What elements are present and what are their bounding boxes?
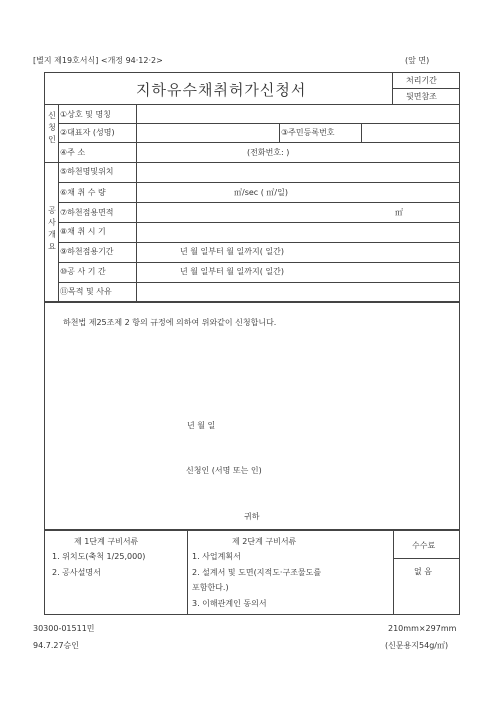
signature-line: 신청인 (서명 또는 인) [186,466,262,475]
processing-value: 뒷면참조 [406,92,437,101]
form-code: 30300-01511민 [33,624,95,633]
form-title: 지하유수채취허가신청서 [136,81,307,99]
row-line [58,262,460,263]
fee-label: 수수료 [412,541,436,550]
purpose-label: ⑪목적 및 사유 [60,287,112,296]
row-line [58,242,460,243]
rep-label: ②대표자 (성명) [60,128,115,137]
construct-value: 년 월 일부터 월 일까지( 일간) [180,267,284,276]
area-label: ⑦하천점용면적 [60,208,114,217]
reg-divider-right [361,123,362,142]
docs2-item: 1. 사업계획서 [192,552,241,561]
row-line [58,142,460,143]
intake-label: ⑥채 취 수 량 [60,188,106,197]
period-label: ⑧채 취 시 기 [60,227,106,236]
docs2-item: 3. 이해관계인 동의서 [192,599,267,608]
statement-box [44,302,460,530]
name-label: ①상호 및 명칭 [60,110,111,119]
area-unit: ㎡ [395,208,403,217]
docs2-item: 포함한다.) [192,583,229,592]
docs1-item: 1. 위치도(축척 1/25,000) [52,552,146,561]
date-line: 년 월 일 [187,421,216,430]
paper-spec: (신문용지54g/㎡) [385,641,449,650]
reg-divider-left [279,123,280,142]
statement-text: 하천법 제25조제 2 항의 규정에 의하여 위와같이 신청합니다. [63,318,277,327]
title-bottom-line [44,104,460,105]
fee-row-line [393,558,460,559]
addr-label: ④주 소 [60,148,86,157]
processing-label: 처리기간 [406,76,437,85]
row-line [58,282,460,283]
construct-label: ⑩공 사 기 간 [60,267,106,276]
phone-label: (전화번호: ) [247,148,290,157]
fee-value: 없 음 [414,567,432,576]
row-line [58,202,460,203]
fee-divider [393,530,394,615]
row-line [58,123,460,124]
occupy-label: ⑨하천점용기간 [60,247,114,256]
recipient: 귀하 [244,512,260,521]
location-label: ⑤하천명및위치 [60,167,114,176]
page-side: (앞 면) [405,56,430,65]
docs1-title: 제 1단계 구비서류 [74,537,139,546]
docs2-item: 2. 설계서 및 도면(지적도·구조물도를 [192,568,322,577]
label-column-divider [136,104,137,302]
docs2-title: 제 2단계 구비서류 [232,537,297,546]
docs-divider [187,530,188,615]
approval-date: 94.7.27승인 [33,641,79,650]
applicant-group-label: 신청인 [48,111,56,144]
reg-label: ③주민등록번호 [281,128,335,137]
intake-value: ㎥/sec ( ㎥/일) [234,188,288,197]
docs1-item: 2. 공사설명서 [52,568,101,577]
group-column-divider [58,104,59,302]
paper-size: 210mm×297mm [388,624,457,633]
form-id: [별지 제19호서식] <개정 94·12·2> [33,56,163,65]
row-line [58,222,460,223]
work-group-label: 공사개요 [48,206,56,251]
group-divider [44,162,460,163]
occupy-value: 년 월 일부터 월 일까지( 일간) [180,247,284,256]
row-line [58,182,460,183]
processing-divider [392,88,460,89]
